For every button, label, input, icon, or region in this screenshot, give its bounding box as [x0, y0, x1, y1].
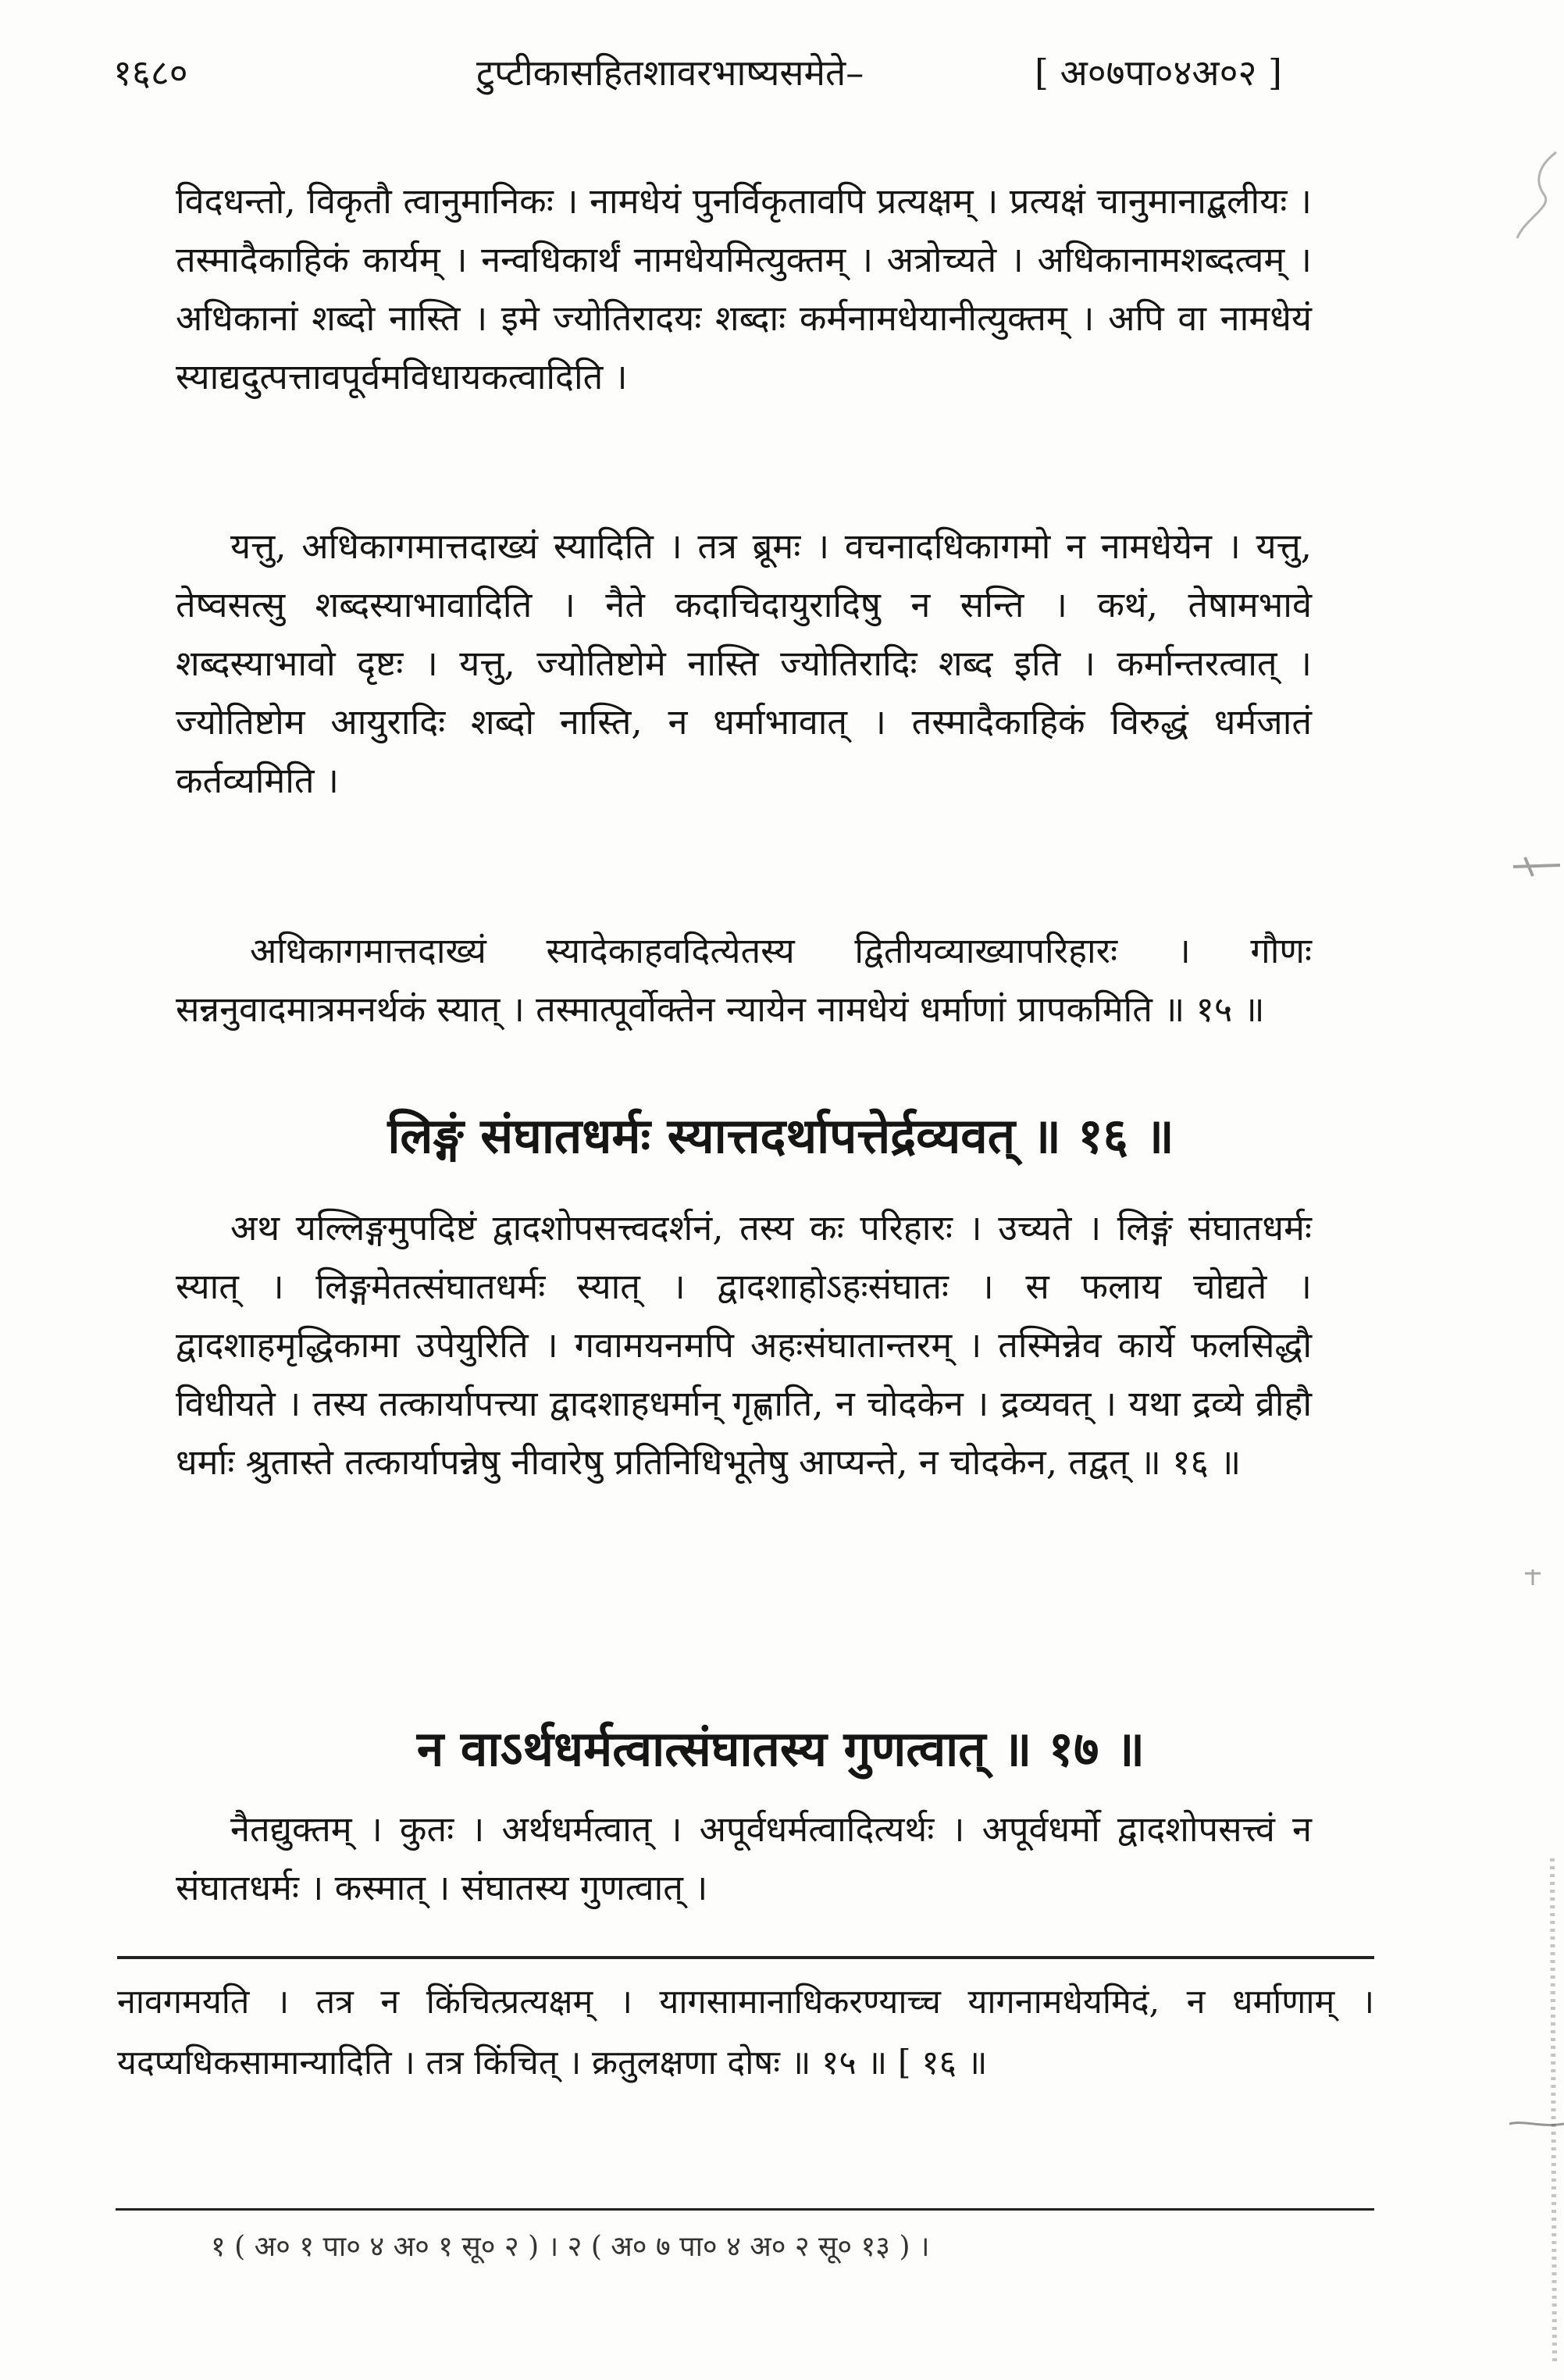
- paragraph-3: अधिकागमात्तदाख्यं स्यादेकाहवदित्येतस्य द्वितीयव्याख्यापरिहारः । गौणः सन्ननुवादमात्रमनर्थकं स्यात् । तस्मात्पूर्वोक्तेन न्यायेन नामधेयं धर्माणां प्रापकमिति ॥ १५ ॥: [176, 930, 1312, 1030]
- chapter-reference: [ अ०७पा०४अ०२ ]: [1035, 52, 1282, 94]
- paragraph-1: विदधन्तो, विकृतौ त्वानुमानिकः । नामधेयं पुनर्विकृतावपि प्रत्यक्षम् । प्रत्यक्षं चानुमानाद्बलीयः । तस्मादैकाहिकं कार्यम् । नन्वधिकार्थं नामधेयमित्युक्तम् । अत्रोच्यते । अधिकानामशब्दत्वम् । अधिकानां शब्दो नास्ति । इमे ज्योतिरादयः शब्दाः कर्मनामधेयानीत्युक्तम् । अपि वा नामधेयं स्याद्यदुत्पत्तावपूर्वमविधायकत्वादिति ।: [176, 180, 1312, 397]
- footnote-divider: [117, 1956, 1374, 1959]
- footnote-text: नावगमयति । तत्र न किंचित्प्रत्यक्षम् । यागसामानाधिकरण्याच्च यागनामधेयमिदं, न धर्माणाम् । यदप्यधिकसामान्यादिति । तत्र किंचित् । क्रतुलक्षणा दोषः ॥ १५ ॥ [ १६ ॥: [117, 1983, 1374, 2082]
- paragraph-4: अथ यल्लिङ्गमुपदिष्टं द्वादशोपसत्त्वदर्शनं, तस्य कः परिहारः । उच्यते । लिङ्गं संघातधर्मः स्यात् । लिङ्गमेतत्संघातधर्मः स्यात् । द्वादशाहोऽहःसंघातः । स फलाय चोद्यते । द्वादशाहमृद्धिकामा उपेयुरिति । गवामयनमपि अहःसंघातान्तरम् । तस्मिन्नेव कार्ये फलसिद्धौ विधीयते । तस्य तत्कार्यापत्त्या द्वादशाहधर्मान् गृह्णाति, न चोदकेन । द्रव्यवत् । यथा द्रव्ये व्रीहौ धर्माः श्रुतास्ते तत्कार्यापन्नेषु नीवारेषु प्रतिनिधिभूतेषु आप्यन्ते, न चोदकेन, तद्वत् ॥ १६ ॥: [176, 1207, 1312, 1483]
- margin-smudge: [1509, 2100, 1564, 2147]
- page-header: [113, 37, 1394, 108]
- running-title: टुप्टीकासहितशावरभाष्यसमेते–: [476, 52, 864, 94]
- sutra-16-heading: लिङ्गं संघातधर्मः स्यात्तदर्थापत्तेर्द्रव्यवत् ॥ १६ ॥: [387, 1107, 1174, 1164]
- paragraph-2: यत्तु, अधिकागमात्तदाख्यं स्यादिति । तत्र ब्रूमः । वचनादधिकागमो न नामधेयेन । यत्तु, तेष्वसत्सु शब्दस्याभावादिति । नैते कदाचिदायुरादिषु न सन्ति । कथं, तेषामभावे शब्दस्याभावो दृष्टः । यत्तु, ज्योतिष्टोमे नास्ति ज्योतिरादिः शब्द इति । कर्मान्तरत्वात् । ज्योतिष्टोम आयुरादिः शब्दो नास्ति, न धर्माभावात् । तस्मादैकाहिकं विरुद्धं धर्मजातं कर्तव्यमिति ।: [176, 526, 1312, 801]
- paragraph-5: नैतद्युक्तम् । कुतः । अर्थधर्मत्वात् । अपूर्वधर्मत्वादित्यर्थः । अपूर्वधर्मो द्वादशोपसत्त्वं न संघातधर्मः । कस्मात् । संघातस्य गुणत्वात् ।: [176, 1808, 1312, 1908]
- sutra-17-heading: न वाऽर्थधर्मत्वात्संघातस्य गुणत्वात् ॥ १७ ॥: [416, 1720, 1145, 1777]
- page-number: १६८०: [113, 52, 188, 94]
- margin-smudge: [1509, 148, 1564, 242]
- margin-smudge: [1509, 851, 1564, 882]
- references-divider: [116, 2208, 1374, 2211]
- margin-smudge: [1509, 1562, 1564, 1593]
- cross-references: १ ( अ० १ पा० ४ अ० १ सू० २ ) । २ ( अ० ७ पा० ४ अ० २ सू० १३ ) ।: [211, 2231, 930, 2263]
